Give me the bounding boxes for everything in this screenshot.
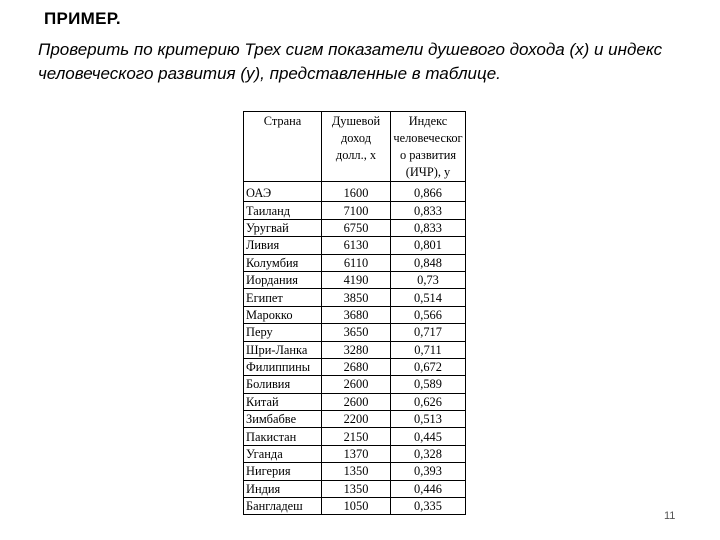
table-row [244,428,466,445]
cell-country: Боливия [244,376,322,393]
cell-country: Китай [244,393,322,410]
header-hdi-line: (ИЧР), y [405,165,451,179]
cell-hdi: 0,393 [391,463,466,480]
cell-income: 2600 [322,376,391,393]
cell-country: Египет [244,289,322,306]
cell-hdi: 0,711 [391,341,466,358]
table-row [244,202,466,219]
header-income [322,112,391,182]
cell-country: Марокко [244,306,322,323]
cell-hdi: 0,672 [391,358,466,375]
cell-hdi: 0,446 [391,480,466,497]
cell-country: Уругвай [244,219,322,236]
cell-hdi: 0,866 [391,182,466,202]
header-hdi [391,112,466,182]
cell-income: 6750 [322,219,391,236]
cell-income: 7100 [322,202,391,219]
cell-hdi: 0,328 [391,445,466,462]
header-hdi-line: человеческог [393,131,463,145]
header-hdi-line: о развития [399,148,457,162]
table-row [244,182,466,202]
table-row [244,271,466,288]
table-row [244,219,466,236]
cell-country: Нигерия [244,463,322,480]
table-row [244,376,466,393]
cell-country: Уганда [244,445,322,462]
data-table [243,111,466,515]
cell-country: Ливия [244,237,322,254]
cell-income: 3280 [322,341,391,358]
cell-income: 1350 [322,480,391,497]
cell-country: Шри-Ланка [244,341,322,358]
cell-hdi: 0,73 [391,271,466,288]
cell-income: 6130 [322,237,391,254]
table-row [244,324,466,341]
cell-country: Зимбабве [244,411,322,428]
header-income-line: Душевой [331,114,381,128]
cell-hdi: 0,833 [391,219,466,236]
cell-hdi: 0,833 [391,202,466,219]
table-row [244,463,466,480]
cell-income: 2600 [322,393,391,410]
cell-income: 3650 [322,324,391,341]
slide-subtitle: Проверить по критерию Трех сигм показатели душевого дохода (x) и индекс человеческого развития (y), представленные в таблице. [38,40,663,83]
page-number: 11 [664,510,676,522]
table-row [244,306,466,323]
table-row [244,498,466,515]
cell-country: Колумбия [244,254,322,271]
cell-hdi: 0,801 [391,237,466,254]
cell-country: Филиппины [244,358,322,375]
table-row [244,289,466,306]
cell-income: 1370 [322,445,391,462]
table-row [244,480,466,497]
table-header-row [244,112,466,182]
cell-hdi: 0,848 [391,254,466,271]
header-hdi-line: Индекс [408,114,448,128]
table-row [244,445,466,462]
cell-country: Иордания [244,271,322,288]
cell-country: Таиланд [244,202,322,219]
header-income-line: долл., x [335,148,377,162]
table-row [244,411,466,428]
slide-title: ПРИМЕР. [44,9,121,28]
cell-income: 6110 [322,254,391,271]
header-income-line: доход [340,131,372,145]
cell-hdi: 0,514 [391,289,466,306]
cell-country: ОАЭ [244,182,322,202]
cell-income: 1350 [322,463,391,480]
table-row [244,254,466,271]
header-country: Страна [244,112,322,182]
cell-hdi: 0,445 [391,428,466,445]
cell-income: 2150 [322,428,391,445]
cell-income: 1050 [322,498,391,515]
cell-income: 1600 [322,182,391,202]
table-body [244,182,466,515]
cell-country: Пакистан [244,428,322,445]
cell-hdi: 0,335 [391,498,466,515]
table-row [244,341,466,358]
cell-income: 4190 [322,271,391,288]
table-row [244,237,466,254]
cell-income: 2680 [322,358,391,375]
cell-hdi: 0,513 [391,411,466,428]
cell-country: Перу [244,324,322,341]
cell-hdi: 0,589 [391,376,466,393]
cell-country: Бангладеш [244,498,322,515]
cell-hdi: 0,717 [391,324,466,341]
cell-income: 2200 [322,411,391,428]
cell-hdi: 0,626 [391,393,466,410]
table-row [244,393,466,410]
table-row [244,358,466,375]
cell-income: 3680 [322,306,391,323]
cell-country: Индия [244,480,322,497]
cell-hdi: 0,566 [391,306,466,323]
cell-income: 3850 [322,289,391,306]
